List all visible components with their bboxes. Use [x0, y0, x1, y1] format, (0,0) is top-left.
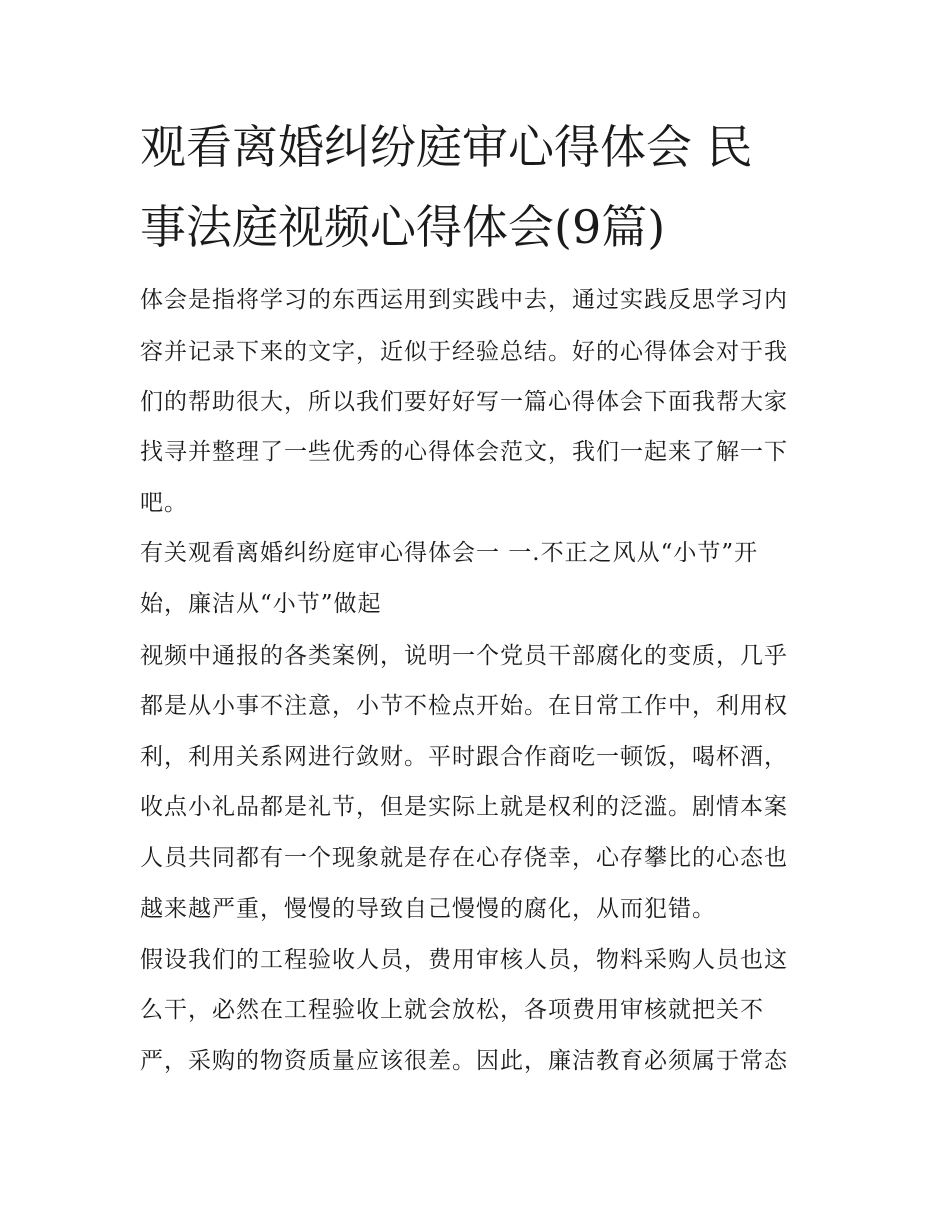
paragraph-line-4: 收点小礼品都是礼节，但是实际上就是权利的泛滥。剧情本案 [140, 794, 788, 820]
paragraph-line-1: 视频中通报的各类案例，说明一个党员干部腐化的变质，几乎 [140, 643, 788, 669]
section-heading-line-1: 有关观看离婚纠纷庭审心得体会一 一.不正之风从“小节”开 [140, 540, 759, 566]
section-heading-line-2: 始，廉洁从“小节”做起 [140, 591, 382, 617]
paragraph-line-5: 人员共同都有一个现象就是存在心存侥幸，心存攀比的心态也 [140, 845, 788, 871]
document-title-line-1: 观看离婚纠纷庭审心得体会 民 [140, 120, 753, 174]
paragraph-line-6: 越来越严重，慢慢的导致自己慢慢的腐化，从而犯错。 [140, 896, 716, 922]
paragraph2-line-2: 么干，必然在工程验收上就会放松，各项费用审核就把关不 [140, 997, 764, 1023]
intro-line-2: 容并记录下来的文字，近似于经验总结。好的心得体会对于我 [140, 339, 788, 365]
paragraph-line-3: 利，利用关系网进行敛财。平时跟合作商吃一顿饭，喝杯酒， [140, 744, 788, 770]
intro-line-5: 吧。 [140, 490, 188, 516]
intro-line-1: 体会是指将学习的东西运用到实践中去，通过实践反思学习内 [140, 287, 788, 313]
intro-line-4: 找寻并整理了一些优秀的心得体会范文，我们一起来了解一下 [140, 439, 788, 465]
paragraph-line-2: 都是从小事不注意，小节不检点开始。在日常工作中，利用权 [140, 693, 788, 719]
paragraph2-line-1: 假设我们的工程验收人员，费用审核人员，物料采购人员也这 [140, 947, 788, 973]
intro-line-3: 们的帮助很大，所以我们要好好写一篇心得体会下面我帮大家 [140, 389, 788, 415]
paragraph2-line-3: 严，采购的物资质量应该很差。因此，廉洁教育必须属于常态 [140, 1048, 788, 1074]
document-title-line-2: 事法庭视频心得体会(9篇) [140, 200, 666, 254]
